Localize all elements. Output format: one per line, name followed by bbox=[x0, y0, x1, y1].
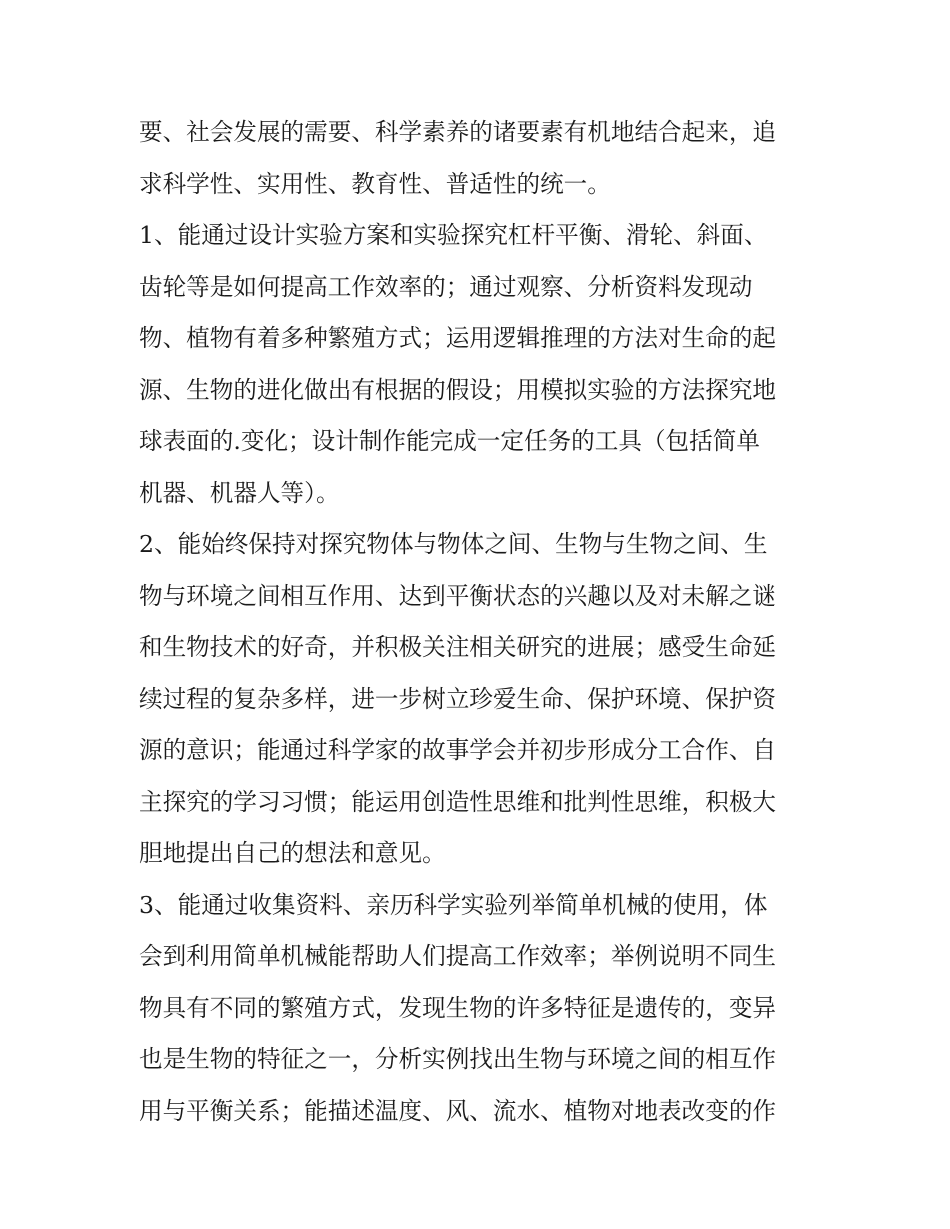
text-line: 源、生物的进化做出有根据的假设；用模拟实验的方法探究地 bbox=[139, 375, 777, 404]
body-text bbox=[139, 107, 814, 1137]
text-line: 也是生物的特征之一，分析实例找出生物与环境之间的相互作 bbox=[139, 1045, 777, 1073]
text-line: 要、社会发展的需要、科学素养的诸要素有机地结合起来，追 bbox=[139, 118, 777, 146]
text-line: 齿轮等是如何提高工作效率的；通过观察、分析资料发现动 bbox=[139, 272, 753, 301]
text-line: 胆地提出自己的想法和意见。 bbox=[139, 839, 446, 867]
text-line: 物具有不同的繁殖方式，发现生物的许多特征是遗传的，变异 bbox=[139, 993, 777, 1022]
text-line: 用与平衡关系；能描述温度、风、流水、植物对地表改变的作 bbox=[139, 1096, 777, 1125]
text-line: 物、植物有着多种繁殖方式；运用逻辑推理的方法对生命的起 bbox=[139, 324, 777, 352]
text-line: 1、能通过设计实验方案和实验探究杠杆平衡、滑轮、斜面、 bbox=[139, 221, 768, 249]
text-line: 2、能始终保持对探究物体与物体之间、生物与生物之间、生 bbox=[139, 530, 768, 558]
text-line: 求科学性、实用性、教育性、普适性的统一。 bbox=[139, 169, 611, 198]
text-line: 球表面的.变化；设计制作能完成一定任务的工具（包括简单 bbox=[139, 427, 760, 455]
text-line: 续过程的复杂多样，进一步树立珍爱生命、保护环境、保护资 bbox=[139, 684, 777, 713]
text-line: 和生物技术的好奇，并积极关注相关研究的进展；感受生命延 bbox=[139, 633, 777, 661]
text-line: 源的意识；能通过科学家的故事学会并初步形成分工合作、自 bbox=[139, 736, 777, 764]
text-line: 3、能通过收集资料、亲历科学实验列举简单机械的使用，体 bbox=[139, 890, 768, 919]
text-line: 主探究的学习习惯；能运用创造性思维和批判性思维，积极大 bbox=[139, 787, 777, 816]
text-line: 物与环境之间相互作用、达到平衡状态的兴趣以及对未解之谜 bbox=[139, 581, 777, 610]
text-line: 会到利用简单机械能帮助人们提高工作效率；举例说明不同生 bbox=[139, 942, 777, 970]
text-line: 机器、机器人等）。 bbox=[139, 478, 340, 507]
